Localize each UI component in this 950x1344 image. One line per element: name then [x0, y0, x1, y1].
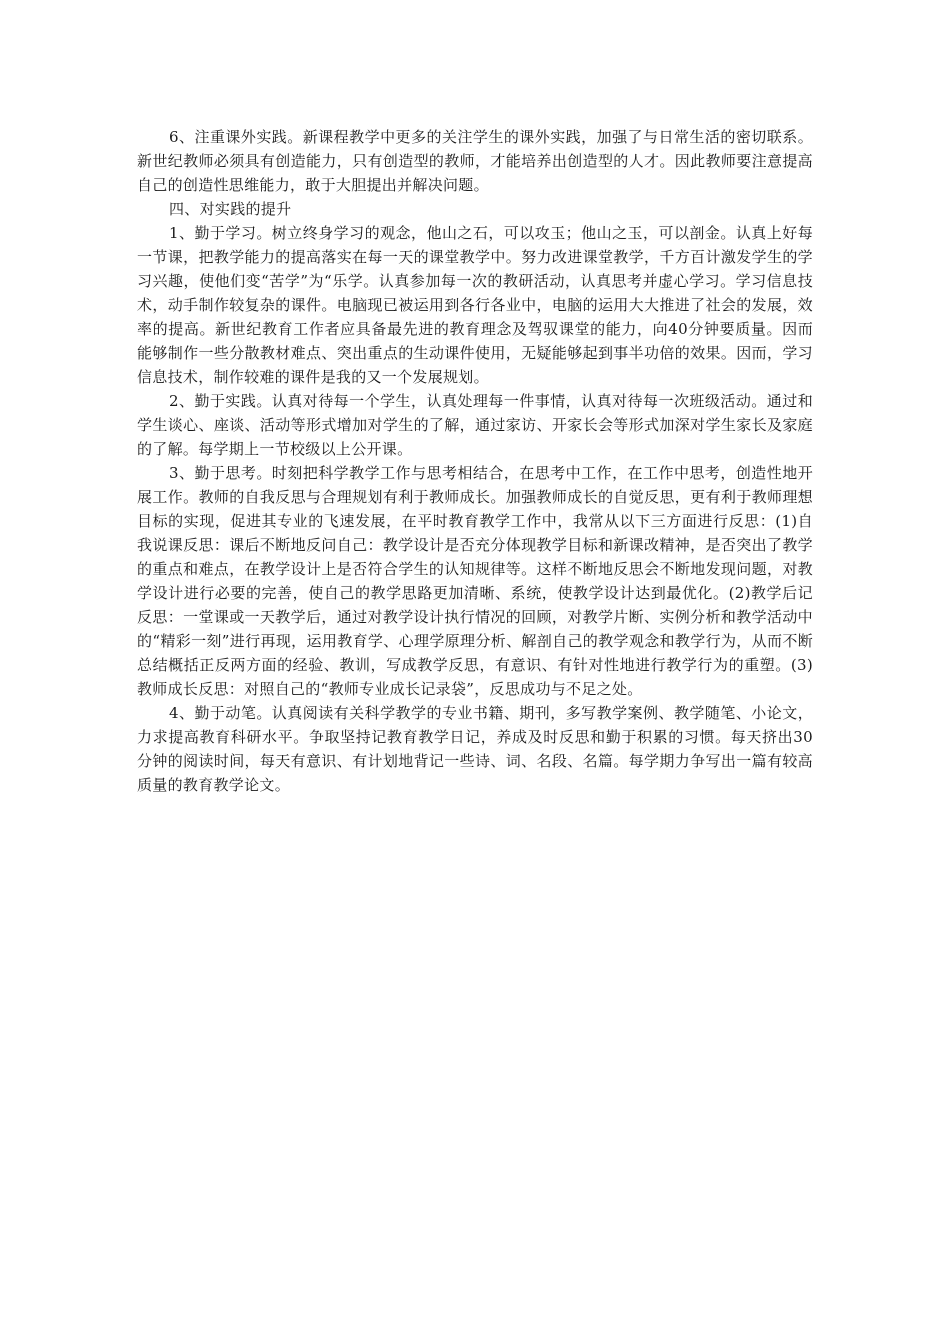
section-heading-practice-improvement: 四、对实践的提升 — [169, 200, 292, 218]
paragraph-diligent-study: 1、勤于学习。树立终身学习的观念，他山之石，可以攻玉；他山之玉，可以剖金。认真上好每一节课，把教学能力的提高落实在每一天的课堂教学中。努力改进课堂教学，千方百计激发学生的学习兴趣，使他们变“苦学”为“乐学。认真参加每一次的教研活动，认真思考并虚心学习。学习信息技术，动手制作较复杂的课件。电脑现已被运用到各行各业中，电脑的运用大大推进了社会的发展，效率的提高。新世纪教育工作者应具备最先进的教育理念及驾驭课堂的能力，向40分钟要质量。因而能够制作一些分散教材难点、突出重点的生动课件使用，无疑能够起到事半功倍的效果。因而，学习信息技术，制作较难的课件是我的又一个发展规划。 — [137, 224, 813, 386]
paragraph-diligent-thinking: 3、勤于思考。时刻把科学教学工作与思考相结合，在思考中工作，在工作中思考，创造性地开展工作。教师的自我反思与合理规划有利于教师成长。加强教师成长的自觉反思，更有利于教师理想目标的实现，促进其专业的飞速发展，在平时教育教学工作中，我常从以下三方面进行反思：(1)自我说课反思：课后不断地反问自己：教学设计是否充分体现教学目标和新课改精神，是否突出了教学的重点和难点，在教学设计上是否符合学生的认知规律等。这样不断地反思会不断地发现问题，对教学设计进行必要的完善，使自己的教学思路更加清晰、系统，使教学设计达到最优化。(2)教学后记反思：一堂课或一天教学后，通过对教学设计执行情况的回顾，对教学片断、实例分析和教学活动中的“精彩一刻”进行再现，运用教育学、心理学原理分析、解剖自己的教学观念和教学行为，从而不断总结概括正反两方面的经验、教训，写成教学反思，有意识、有针对性地进行教学行为的重塑。(3)教师成长反思：对照自己的“教师专业成长记录袋”，反思成功与不足之处。 — [137, 464, 813, 698]
paragraph-diligent-practice: 2、勤于实践。认真对待每一个学生，认真处理每一件事情，认真对待每一次班级活动。通过和学生谈心、座谈、活动等形式增加对学生的了解，通过家访、开家长会等形式加深对学生家长及家庭的了解。每学期上一节校级以上公开课。 — [137, 392, 813, 458]
document-body — [137, 125, 813, 797]
paragraph-diligent-writing: 4、勤于动笔。认真阅读有关科学教学的专业书籍、期刊，多写教学案例、教学随笔、小论文，力求提高教育科研水平。争取坚持记教育教学日记，养成及时反思和勤于积累的习惯。每天挤出30分钟的阅读时间，每天有意识、有计划地背记一些诗、词、名段、名篇。每学期力争写出一篇有较高质量的教育教学论文。 — [137, 704, 813, 794]
paragraph-practice-outside-class: 6、注重课外实践。新课程教学中更多的关注学生的课外实践，加强了与日常生活的密切联系。新世纪教师必须具有创造能力，只有创造型的教师，才能培养出创造型的人才。因此教师要注意提高自己的创造性思维能力，敢于大胆提出并解决问题。 — [137, 128, 813, 194]
